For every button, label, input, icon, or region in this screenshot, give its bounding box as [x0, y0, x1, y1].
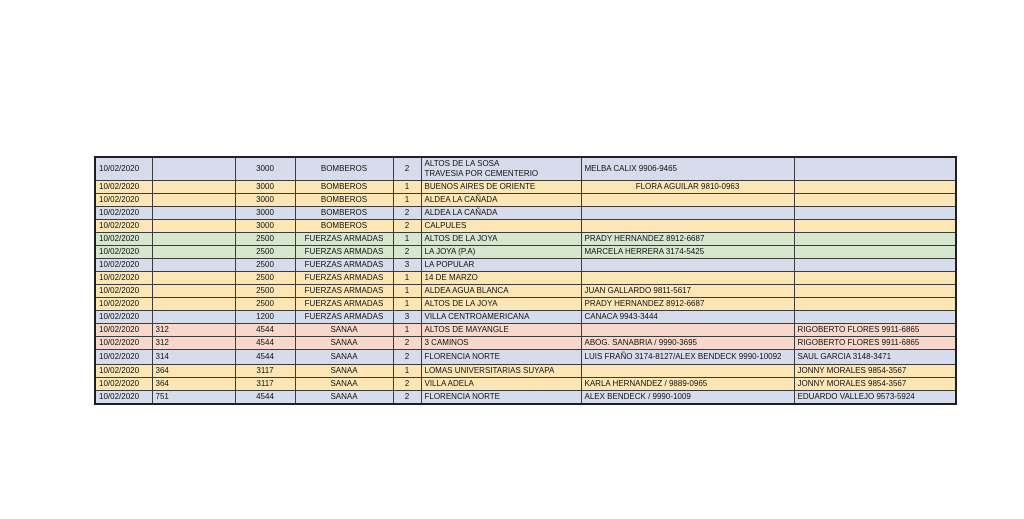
- cell-place[interactable]: [421, 324, 581, 337]
- cell-organization[interactable]: BOMBEROS: [295, 194, 393, 207]
- cell-quantity[interactable]: 1: [393, 365, 421, 378]
- cell-code[interactable]: 314: [152, 350, 235, 365]
- cell-code[interactable]: [152, 311, 235, 324]
- cell-date[interactable]: 10/02/2020: [95, 246, 152, 259]
- cell-number[interactable]: 2500: [235, 259, 295, 272]
- table-row: [95, 337, 956, 350]
- cell-contact[interactable]: LUIS FRAÑO 3174-8127/ALEX BENDECK 9990-10092: [581, 350, 794, 365]
- spreadsheet-table: [94, 156, 957, 405]
- cell-place-line: LA POPULAR: [424, 260, 475, 269]
- cell-quantity[interactable]: 1: [393, 272, 421, 285]
- cell-contact[interactable]: [581, 259, 794, 272]
- table-row: [95, 298, 956, 311]
- table-row: [95, 207, 956, 220]
- cell-place-line: VILLA CENTROAMERICANA: [424, 312, 530, 321]
- cell-number[interactable]: 2500: [235, 298, 295, 311]
- cell-contact[interactable]: [581, 272, 794, 285]
- cell-place-line: FLORENCIA NORTE: [424, 392, 500, 401]
- cell-place[interactable]: [421, 181, 581, 194]
- cell-date[interactable]: 10/02/2020: [95, 311, 152, 324]
- cell-code[interactable]: [152, 194, 235, 207]
- cell-number[interactable]: 3000: [235, 207, 295, 220]
- cell-code[interactable]: [152, 220, 235, 233]
- cell-responsible[interactable]: JONNY MORALES 9854-3567: [794, 365, 956, 378]
- cell-responsible[interactable]: [794, 181, 956, 194]
- cell-code[interactable]: [152, 157, 235, 181]
- cell-quantity[interactable]: 2: [393, 337, 421, 350]
- cell-place-line: ALTOS DE LA JOYA: [424, 234, 498, 243]
- cell-place[interactable]: [421, 285, 581, 298]
- table-row: [95, 157, 956, 181]
- table-row: [95, 391, 956, 405]
- cell-quantity[interactable]: 1: [393, 285, 421, 298]
- cell-responsible[interactable]: [794, 207, 956, 220]
- cell-contact[interactable]: ABOG. SANABRIA / 9990-3695: [581, 337, 794, 350]
- cell-place-line: FLORENCIA NORTE: [424, 352, 500, 361]
- cell-number[interactable]: 3000: [235, 157, 295, 181]
- table-row: [95, 246, 956, 259]
- cell-quantity[interactable]: 2: [393, 157, 421, 181]
- cell-place-line: BUENOS AIRES DE ORIENTE: [424, 182, 536, 191]
- table-row: [95, 259, 956, 272]
- cell-quantity[interactable]: 3: [393, 311, 421, 324]
- cell-place-line: CALPULES: [424, 221, 467, 230]
- cell-quantity[interactable]: 1: [393, 298, 421, 311]
- cell-place-line: 14 DE MARZO: [424, 273, 478, 282]
- cell-date[interactable]: 10/02/2020: [95, 259, 152, 272]
- cell-place[interactable]: [421, 272, 581, 285]
- cell-date[interactable]: 10/02/2020: [95, 285, 152, 298]
- cell-responsible[interactable]: [794, 259, 956, 272]
- cell-contact[interactable]: [581, 324, 794, 337]
- cell-organization[interactable]: BOMBEROS: [295, 157, 393, 181]
- cell-organization[interactable]: SANAA: [295, 378, 393, 391]
- cell-organization[interactable]: BOMBEROS: [295, 207, 393, 220]
- cell-code[interactable]: [152, 181, 235, 194]
- cell-responsible[interactable]: [794, 272, 956, 285]
- cell-quantity[interactable]: 2: [393, 246, 421, 259]
- cell-place-line: LOMAS UNIVERSITARIAS SUYAPA: [424, 366, 555, 375]
- cell-quantity[interactable]: 2: [393, 350, 421, 365]
- cell-place[interactable]: [421, 337, 581, 350]
- cell-quantity[interactable]: 1: [393, 324, 421, 337]
- cell-date[interactable]: 10/02/2020: [95, 298, 152, 311]
- cell-number[interactable]: 4544: [235, 350, 295, 365]
- cell-code[interactable]: [152, 285, 235, 298]
- table-row: [95, 365, 956, 378]
- cell-contact[interactable]: [581, 207, 794, 220]
- cell-place[interactable]: [421, 311, 581, 324]
- cell-responsible[interactable]: [794, 220, 956, 233]
- cell-number[interactable]: 3000: [235, 181, 295, 194]
- cell-place[interactable]: [421, 246, 581, 259]
- cell-contact[interactable]: ALEX BENDECK / 9990-1009: [581, 391, 794, 405]
- cell-place-line: ALDEA AGUA BLANCA: [424, 286, 509, 295]
- cell-organization[interactable]: FUERZAS ARMADAS: [295, 272, 393, 285]
- cell-date[interactable]: 10/02/2020: [95, 220, 152, 233]
- cell-organization[interactable]: FUERZAS ARMADAS: [295, 311, 393, 324]
- cell-contact[interactable]: [581, 220, 794, 233]
- cell-number[interactable]: 2500: [235, 233, 295, 246]
- cell-place[interactable]: [421, 259, 581, 272]
- cell-responsible[interactable]: SAUL GARCIA 3148-3471: [794, 350, 956, 365]
- cell-place[interactable]: [421, 365, 581, 378]
- cell-code[interactable]: 364: [152, 378, 235, 391]
- cell-number[interactable]: 2500: [235, 285, 295, 298]
- cell-code[interactable]: [152, 272, 235, 285]
- cell-place[interactable]: [421, 378, 581, 391]
- cell-place[interactable]: [421, 298, 581, 311]
- cell-contact[interactable]: MELBA CALIX 9906-9465: [581, 157, 794, 181]
- table-row: [95, 324, 956, 337]
- cell-organization[interactable]: FUERZAS ARMADAS: [295, 246, 393, 259]
- cell-quantity[interactable]: 1: [393, 181, 421, 194]
- cell-code[interactable]: [152, 259, 235, 272]
- cell-date[interactable]: 10/02/2020: [95, 194, 152, 207]
- cell-place-line: ALTOS DE MAYANGLE: [424, 325, 509, 334]
- cell-quantity[interactable]: 3: [393, 259, 421, 272]
- table-row: [95, 350, 956, 365]
- cell-code[interactable]: [152, 246, 235, 259]
- cell-date[interactable]: 10/02/2020: [95, 324, 152, 337]
- cell-organization[interactable]: FUERZAS ARMADAS: [295, 298, 393, 311]
- cell-responsible[interactable]: [794, 194, 956, 207]
- cell-responsible[interactable]: [794, 298, 956, 311]
- table-row: [95, 272, 956, 285]
- cell-contact[interactable]: PRADY HERNANDEZ 8912-6687: [581, 233, 794, 246]
- cell-contact[interactable]: MARCELA HERRERA 3174-5425: [581, 246, 794, 259]
- cell-code[interactable]: 364: [152, 365, 235, 378]
- cell-responsible[interactable]: [794, 233, 956, 246]
- table-row: [95, 311, 956, 324]
- cell-number[interactable]: 4544: [235, 337, 295, 350]
- cell-code[interactable]: 312: [152, 324, 235, 337]
- cell-place[interactable]: [421, 220, 581, 233]
- cell-quantity[interactable]: 1: [393, 194, 421, 207]
- cell-responsible[interactable]: [794, 157, 956, 181]
- cell-date[interactable]: 10/02/2020: [95, 157, 152, 181]
- cell-organization[interactable]: SANAA: [295, 391, 393, 405]
- cell-date[interactable]: 10/02/2020: [95, 207, 152, 220]
- cell-place-line: 3 CAMINOS: [424, 338, 469, 347]
- cell-organization[interactable]: BOMBEROS: [295, 181, 393, 194]
- cell-code[interactable]: [152, 298, 235, 311]
- cell-organization[interactable]: SANAA: [295, 324, 393, 337]
- cell-place[interactable]: [421, 391, 581, 405]
- cell-organization[interactable]: SANAA: [295, 365, 393, 378]
- cell-code[interactable]: 312: [152, 337, 235, 350]
- table-row: [95, 378, 956, 391]
- cell-place[interactable]: [421, 233, 581, 246]
- cell-quantity[interactable]: 2: [393, 391, 421, 405]
- cell-contact[interactable]: PRADY HERNANDEZ 8912-6687: [581, 298, 794, 311]
- cell-contact[interactable]: [581, 365, 794, 378]
- table-row: [95, 181, 956, 194]
- cell-place-line: ALTOS DE LA JOYA: [424, 299, 498, 308]
- cell-organization[interactable]: BOMBEROS: [295, 220, 393, 233]
- table-row: [95, 220, 956, 233]
- cell-organization[interactable]: SANAA: [295, 337, 393, 350]
- cell-quantity[interactable]: 1: [393, 233, 421, 246]
- cell-contact[interactable]: KARLA HERNANDEZ / 9889-0965: [581, 378, 794, 391]
- cell-code[interactable]: [152, 233, 235, 246]
- cell-responsible[interactable]: [794, 285, 956, 298]
- cell-number[interactable]: 4544: [235, 324, 295, 337]
- cell-place[interactable]: [421, 207, 581, 220]
- cell-date[interactable]: 10/02/2020: [95, 350, 152, 365]
- cell-responsible[interactable]: EDUARDO VALLEJO 9573-5924: [794, 391, 956, 405]
- cell-contact[interactable]: JUAN GALLARDO 9811-5617: [581, 285, 794, 298]
- cell-number[interactable]: 3117: [235, 378, 295, 391]
- cell-organization[interactable]: SANAA: [295, 350, 393, 365]
- cell-code[interactable]: [152, 207, 235, 220]
- table-row: [95, 233, 956, 246]
- cell-place-line: TRAVESIA POR CEMENTERIO: [424, 169, 539, 178]
- cell-date[interactable]: 10/02/2020: [95, 337, 152, 350]
- cell-date[interactable]: 10/02/2020: [95, 233, 152, 246]
- table-row: [95, 285, 956, 298]
- cell-date[interactable]: 10/02/2020: [95, 365, 152, 378]
- cell-number[interactable]: 2500: [235, 272, 295, 285]
- cell-date[interactable]: 10/02/2020: [95, 272, 152, 285]
- cell-responsible[interactable]: RIGOBERTO FLORES 9911-6865: [794, 324, 956, 337]
- cell-place-line: VILLA ADELA: [424, 379, 474, 388]
- cell-place-line: ALDEA LA CAÑADA: [424, 195, 498, 204]
- cell-number[interactable]: 3000: [235, 220, 295, 233]
- cell-number[interactable]: 1200: [235, 311, 295, 324]
- cell-contact[interactable]: [581, 194, 794, 207]
- cell-date[interactable]: 10/02/2020: [95, 391, 152, 405]
- cell-number[interactable]: 4544: [235, 391, 295, 405]
- cell-quantity[interactable]: 2: [393, 378, 421, 391]
- cell-place[interactable]: [421, 194, 581, 207]
- cell-organization[interactable]: FUERZAS ARMADAS: [295, 233, 393, 246]
- cell-date[interactable]: 10/02/2020: [95, 378, 152, 391]
- cell-date[interactable]: 10/02/2020: [95, 181, 152, 194]
- cell-organization[interactable]: FUERZAS ARMADAS: [295, 285, 393, 298]
- cell-number[interactable]: 2500: [235, 246, 295, 259]
- cell-number[interactable]: 3117: [235, 365, 295, 378]
- cell-contact[interactable]: FLORA AGUILAR 9810-0963: [581, 181, 794, 194]
- cell-responsible[interactable]: [794, 246, 956, 259]
- cell-responsible[interactable]: [794, 311, 956, 324]
- cell-quantity[interactable]: 2: [393, 207, 421, 220]
- table-row: [95, 194, 956, 207]
- cell-place[interactable]: [421, 350, 581, 365]
- cell-place-line: ALTOS DE LA SOSA: [424, 159, 500, 168]
- cell-place-line: ALDEA LA CAÑADA: [424, 208, 498, 217]
- cell-contact[interactable]: CANACA 9943-3444: [581, 311, 794, 324]
- cell-quantity[interactable]: 2: [393, 220, 421, 233]
- cell-responsible[interactable]: JONNY MORALES 9854-3567: [794, 378, 956, 391]
- cell-place[interactable]: [421, 157, 581, 181]
- table-body: [95, 157, 956, 404]
- cell-number[interactable]: 3000: [235, 194, 295, 207]
- cell-place-line: LA JOYA (P.A): [424, 247, 476, 256]
- cell-code[interactable]: 751: [152, 391, 235, 405]
- cell-organization[interactable]: FUERZAS ARMADAS: [295, 259, 393, 272]
- cell-responsible[interactable]: RIGOBERTO FLORES 9911-6865: [794, 337, 956, 350]
